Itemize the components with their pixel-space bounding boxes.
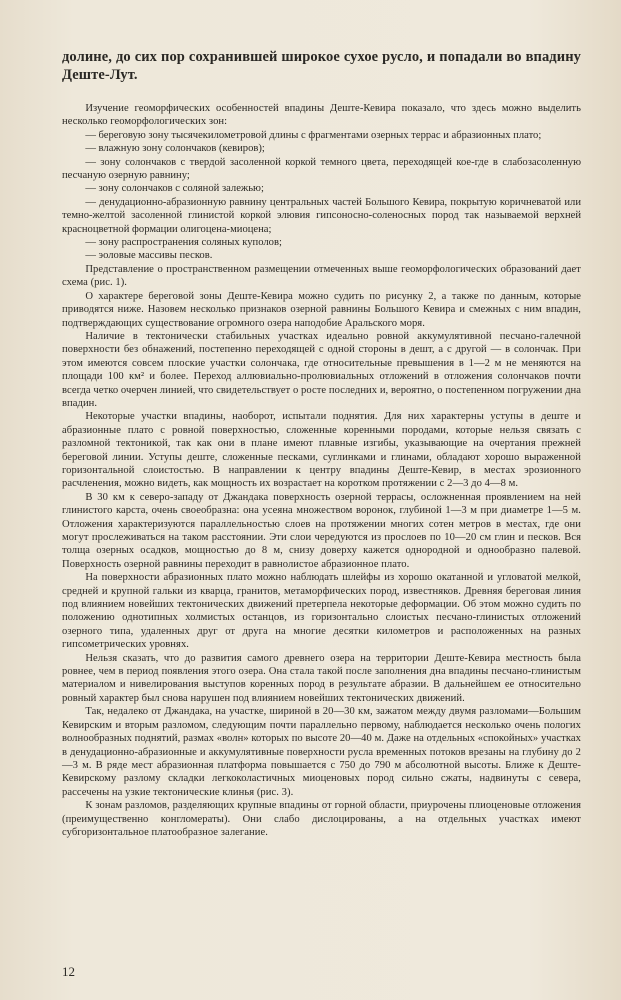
zone-item: — береговую зону тысячекилометровой длины с фрагментами озерных террас и абразионных плато; <box>85 129 542 141</box>
paragraph-intro: Изучение геоморфических особенностей впадины Деште-Кевира показало, что здесь можно выделить несколько геоморфологических зон: <box>62 103 581 128</box>
paragraph: На поверхности абразионных плато можно наблюдать шлейфы из хорошо окатанной и угловатой мелкой, средней и крупной гальки из кварца, гранитов, метаморфических пород, известняков. Древняя береговая линия под влиянием новейших тектонических движений претерпела некоторые деформации. Об этом можно судить по положению однотипных холмистых останцов, из горизонтально слоистых песчано-глинистых отложений озерного типа, удаленных друг от друга на многие десятки километров и расположенных на разных гипсометрических уровнях. <box>62 572 581 651</box>
paragraph: Некоторые участки впадины, наоборот, испытали поднятия. Для них характерны уступы в деште и абразионные плато с ровной поверхностью, сложенные коренными породами, которые нельзя связать с разломной тектоникой, так как они в плане имеют плавные изгибы, указывающие на очертания прежней береговой линии. Уступы деште, сложенные песками, суглинками и глинами, обладают хорошо выраженной горизонтальной слоистостью. В направлении к центру впадины Деште-Кевир, в местах эрозионного расчленения, можно видеть, как мощность их возрастает на коротком протяжении с 2—3 до 4—8 м. <box>62 411 581 490</box>
page-number: 12 <box>62 964 75 979</box>
paragraph: В 30 км к северо-западу от Джандака поверхность озерной террасы, осложненная проявлением на ней глинистого карста, очень своеобразна: она усеяна множеством воронок, глубиной 1—3 м при диаметре 1—5 м. Отложения характеризуются параллельностью слоев на протяжении многих сотен метров в местах, где они могут прослеживаться на таком расстоянии. Эти слои чередуются из прослоев по 10—20 см глин и песков. Вся толща озерных осадков, мощностью до 8 м, снизу доверху кажется однородной и однообразно палевой. Поверхность озерной равнины переходит в равнолистое абразионное плато. <box>62 491 581 570</box>
zone-item: — зону распространения соляных куполов; <box>85 237 282 249</box>
zone-item: — эоловые массивы песков. <box>85 250 213 262</box>
paragraph: Нельзя сказать, что до развития самого древнего озера на территории Деште-Кевира местность была ровнее, чем в период появления этого озера. Она стала такой после заполнения дна впадины песчано-глинистым материалом и нивелирования выступов коренных пород в результате абразии. В дальнейшем ее относительно ровный характер был снова нарушен под влиянием новейших тектонических движений. <box>62 652 581 704</box>
zone-item: — денудационно-абразионную равнину центральных частей Большого Кевира, покрытую коричневатой или темно-желтой засоленной глинистой коркой элювия гипсоносно-соленосных пород так называемой верхней красноцветной формации олигоцена-миоцена; <box>62 196 581 235</box>
paragraph: Так, недалеко от Джандака, на участке, шириной в 20—30 км, зажатом между двумя разломами—Большим Кевирским и вторым разломом, следующим почти параллельно первому, наблюдается несколько очень пологих волнообразных поднятий, размах «волн» которых по высоте 20—40 м. Даже на отдельных «спокойных» участках в денудационно-абразионные и аккумулятивные поверхности русла временных потоков врезаны на глубину до 2—3 м. В ряде мест абразионная платформа повышается с 750 до 790 м абсолютной высоты. Ближе к Деште-Кевирскому разлому складки легкоколастичных миоценовых пород сильно сжаты, надвинуты с севера, рассечены на узкие тектонические клинья (рис. 3). <box>62 706 581 798</box>
zone-item: — влажную зону солончаков (кевиров); <box>85 143 265 155</box>
paragraph: К зонам разломов, разделяющих крупные впадины от горной области, приурочены плиоценовые отложения (преимущественно конгломераты). Они слабо дислоцированы, а на отдельных участках имеют субгоризонтальное платообразное залегание. <box>62 800 581 838</box>
zone-item: — зону солончаков с соляной залежью; <box>85 183 264 195</box>
paragraph: Наличие в тектонически стабильных участках идеально ровной аккумулятивной песчано-галечной поверхности без обнажений, постепенно переходящей с одной стороны в дешт, а с другой — в солончак. При этом имеются совсем плоские участки солончака, где относительные превышения в 1—2 м не меняются на площади 100 км² и более. Переход аллювиально-пролювиальных отложений в отложения солончаков почти всегда четко очерчен линией, что свидетельствует о росте последних и, вероятно, о постепенном погружении дна впадин. <box>62 330 581 409</box>
continued-heading-line: долине, до сих пор сохранившей широкое сухое русло, и попадали во впадину Деште-Лут. <box>62 49 581 83</box>
paragraph: Представление о пространственном размещении отмеченных выше геоморфологических образований дает схема (рис. 1). <box>62 263 581 289</box>
paragraph: О характере береговой зоны Деште-Кевира можно судить по рисунку 2, а также по данным, которые приводятся ниже. Назовем несколько признаков озерной равнины Большого Кевира и смежных с ним впадин, подтверждающих существование огромного озера наподобие Аральского моря. <box>62 290 581 329</box>
zone-item: — зону солончаков с твердой засоленной коркой темного цвета, переходящей кое-где в слабозасоленную песчаную озерную равнину; <box>62 156 581 182</box>
